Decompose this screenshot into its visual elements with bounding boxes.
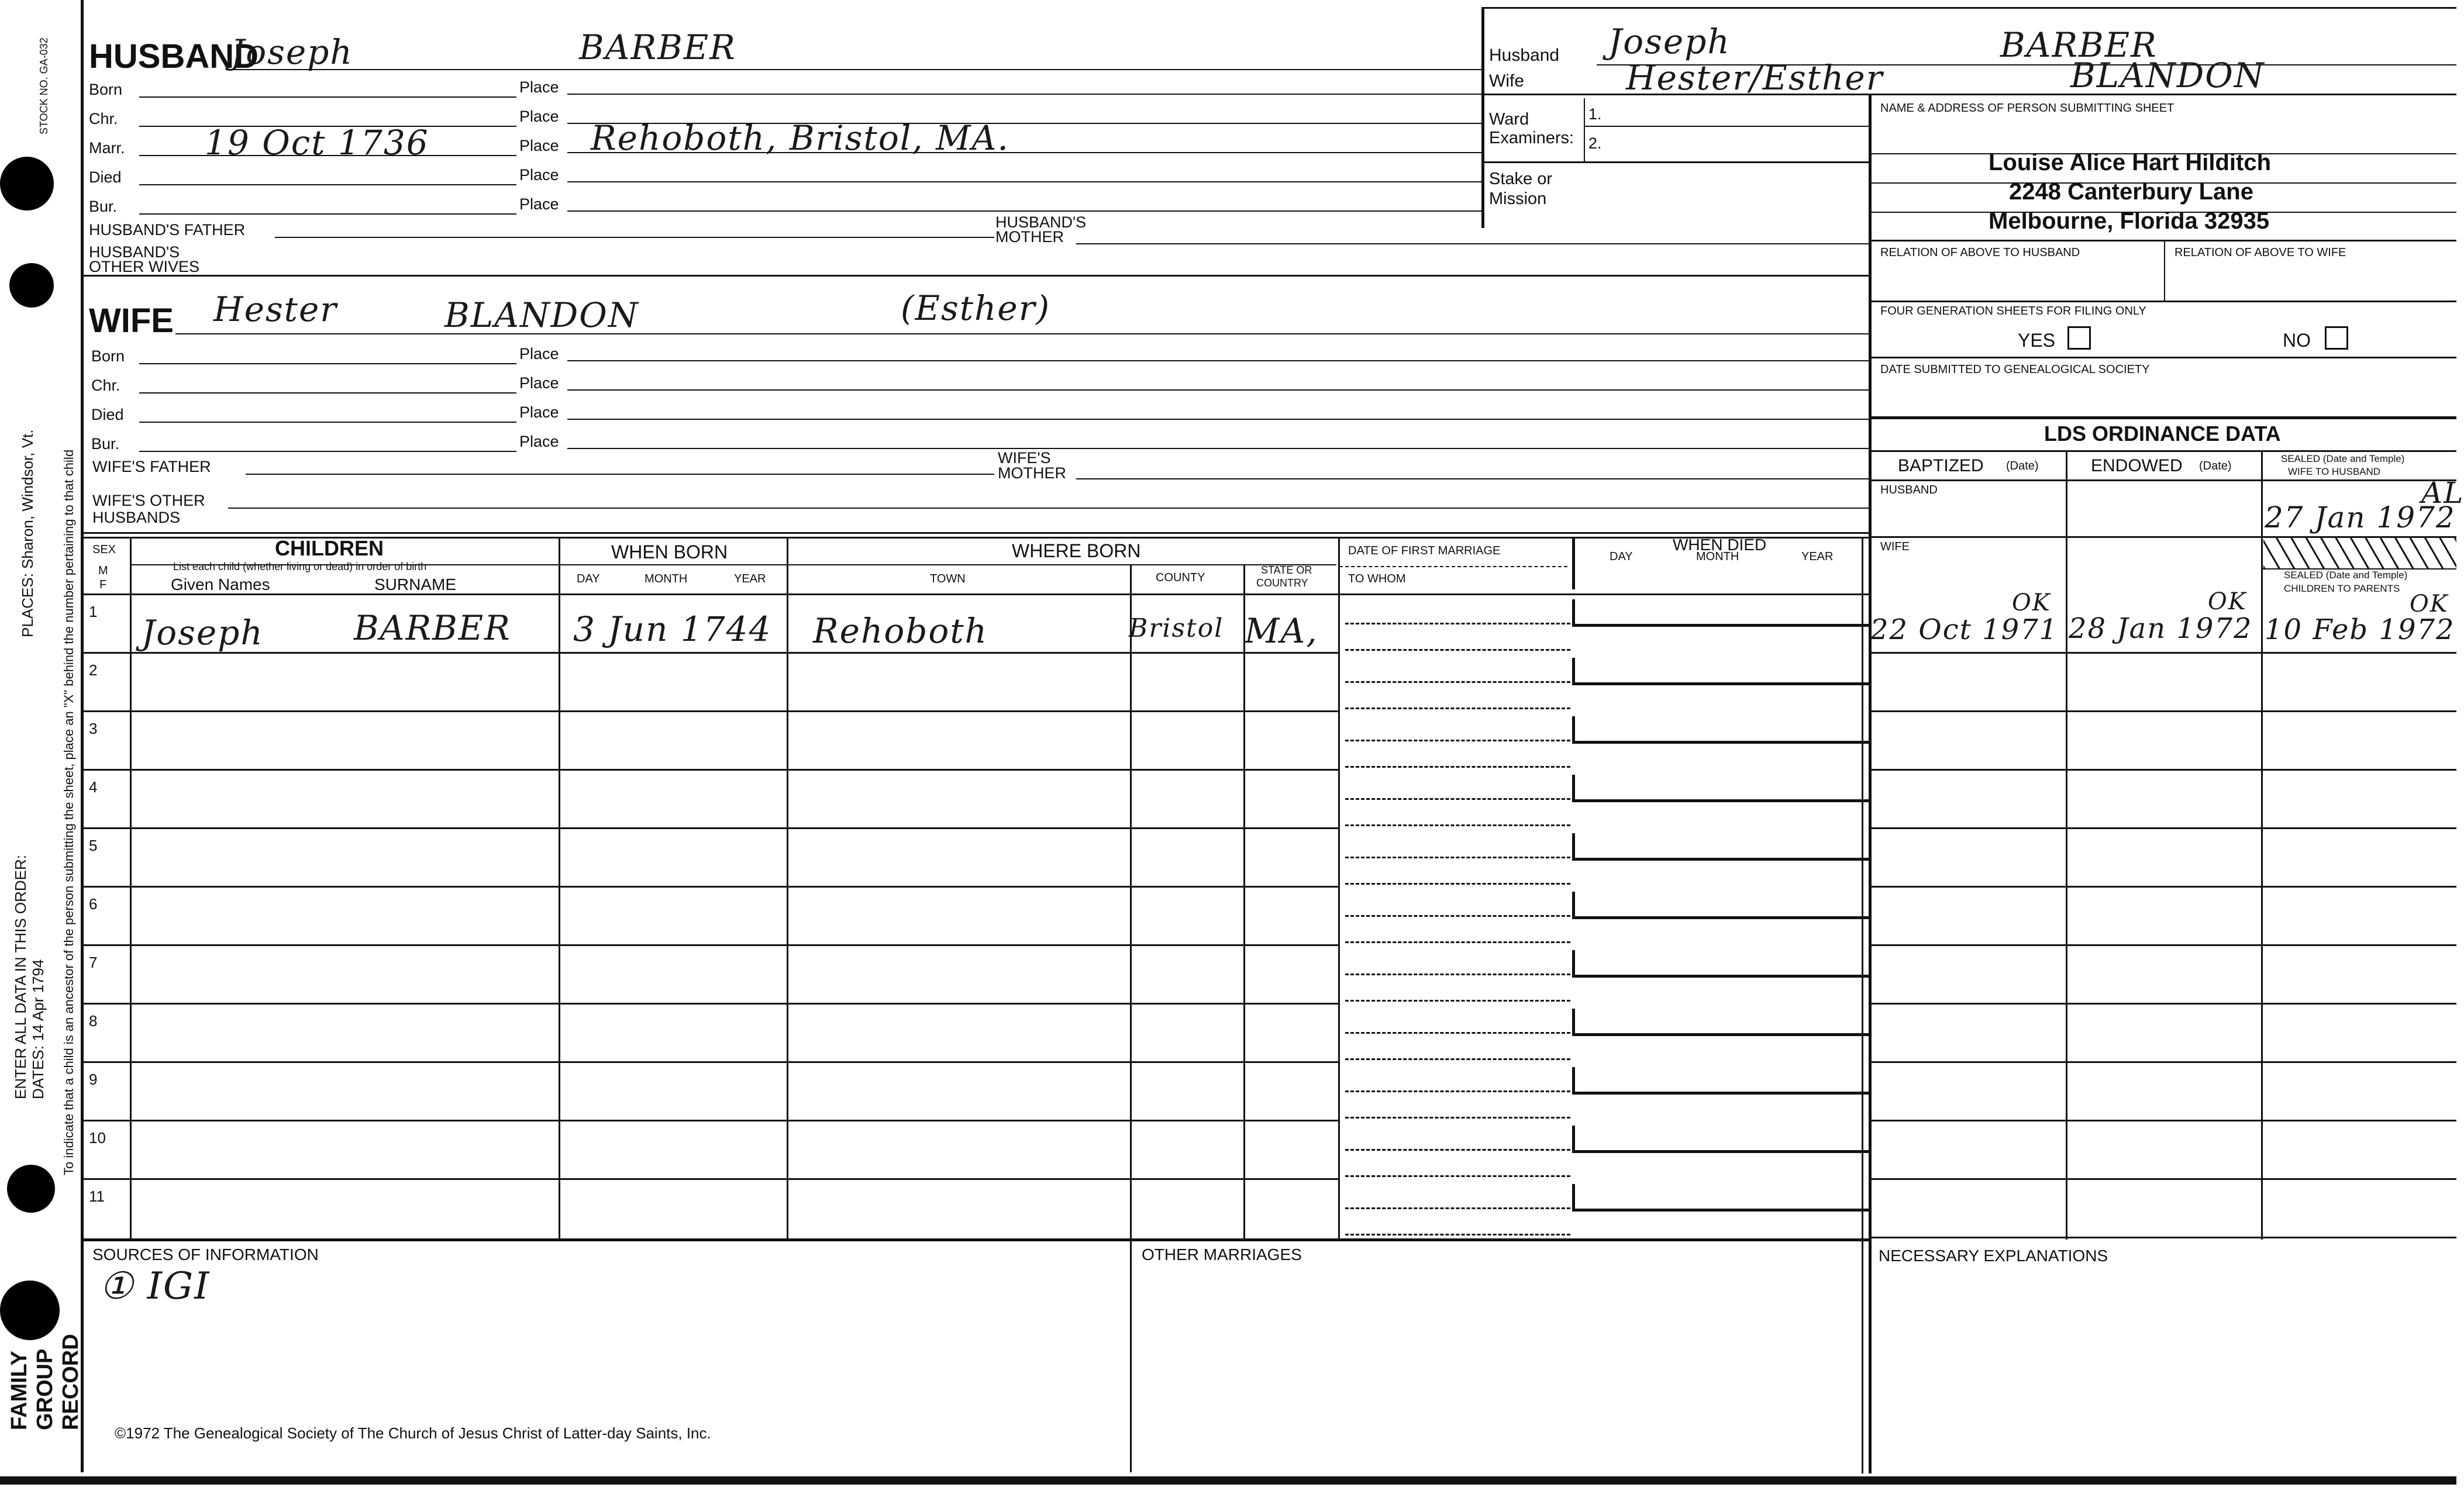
child-died-bracket [1572,1184,1575,1210]
wife-place-label: Place [519,403,559,421]
lds-sealed-wife-label-1: SEALED (Date and Temple) [2281,453,2405,464]
child-endowed[interactable]: 28 Jan 1972 [2069,612,2253,645]
child-town[interactable]: Rehoboth [813,611,988,651]
child-whom-dash [1345,649,1570,651]
form-title-group: GROUP [33,1348,57,1430]
form-title-family: FAMILY [7,1351,32,1430]
submitter-line-2 [1869,182,2456,184]
child-number: 7 [89,954,98,971]
child-whom-dash [1345,707,1570,709]
lds-child-row-line [1869,1003,2456,1005]
lds-sealed-children-label-2: CHILDREN TO PARENTS [2284,583,2400,594]
children-header-bottom [81,593,1869,595]
header-husband-given[interactable]: Joseph [1608,22,1731,61]
lds-sealed-children-label-1: SEALED (Date and Temple) [2284,570,2408,581]
state-label-1: STATE OR [1261,564,1312,576]
husband-section-bottom [81,275,1869,277]
four-gen-yes-label: YES [2018,330,2056,351]
places-instruction: PLACES: Sharon, Windsor, Vt. [19,429,36,637]
stake-label-1: Stake or [1489,170,1552,188]
form-left-border [81,0,84,1472]
child-marriage-dash [1345,1032,1570,1034]
header-wife-label: Wife [1489,71,1524,91]
enter-order-label: ENTER ALL DATA IN THIS ORDER: [12,854,29,1099]
copyright: ©1972 The Genealogical Society of The Church of Jesus Christ of Latter-day Saints, Inc. [115,1424,711,1442]
lds-wife-row-label: WIFE [1880,540,1910,553]
child-given-name[interactable]: Joseph [142,613,264,653]
sex-f-label: F [99,578,107,591]
wife-alternate-name[interactable]: (Esther) [901,288,1051,328]
child-number: 8 [89,1012,98,1030]
wife-event-label: Died [91,406,124,423]
husband-place-line [567,210,1481,212]
husband-place-label: Place [519,108,559,125]
child-row-line [81,827,1338,829]
wife-heading: WIFE [89,302,174,340]
other-marriages-label: OTHER MARRIAGES [1142,1245,1302,1264]
wife-name-line [175,333,1869,334]
wife-place-label: Place [519,433,559,450]
relation-husband-label: RELATION OF ABOVE TO HUSBAND [1880,246,2080,259]
ancestor-instruction: To indicate that a child is an ancestor of the person submitting the sheet, place an "X" behind the number pertaining to that child [61,449,76,1175]
child-died-bracket [1572,1126,1575,1152]
wife-place-label: Place [519,345,559,363]
child-number: 2 [89,661,98,679]
relation-wife-label: RELATION OF ABOVE TO WIFE [2174,246,2346,259]
wife-event-date-line [139,451,516,452]
husband-father-line [275,237,994,238]
child-died-bracket [1572,599,1575,626]
top-line-right [1481,7,2456,9]
header-wife-given[interactable]: Hester/Esther [1626,58,1884,98]
child-marriage-dash [1345,798,1570,800]
child-row-line [81,944,1338,946]
header-wife-line [1481,94,2456,95]
lds-title: LDS ORDINANCE DATA [2044,422,2281,446]
ward-label: Ward [1489,110,1529,129]
header-wife-surname[interactable]: BLANDON [2070,56,2265,95]
husband-mother-label-1: HUSBAND'S [995,213,1087,231]
child-whom-dash [1345,1058,1570,1060]
when-died-label: WHEN DIED [1673,536,1767,554]
child-died-bracket [1572,1067,1575,1093]
husband-place-label: Place [519,166,559,184]
child-died-line [1572,1092,1869,1095]
wife-place-line [567,448,1869,449]
lds-sealed-temple[interactable]: AL [2421,476,2464,510]
child-marriage-dash [1345,623,1570,624]
examiners-divider [1584,98,1585,161]
child-row-line [81,1120,1338,1121]
child-baptized-ok[interactable]: OK [2012,589,2051,616]
born-day-label: DAY [577,572,600,585]
lds-baptized-date-note: (Date) [2006,460,2039,472]
child-number: 10 [89,1129,106,1147]
husband-event-date-line [139,96,516,98]
sex-label: SEX [92,543,116,556]
lds-child-row-line [1869,1178,2456,1180]
four-gen-no-checkbox[interactable] [2325,326,2348,350]
binder-hole-3 [7,1165,55,1213]
submitter-street: 2248 Canterbury Lane [2009,179,2253,205]
husband-event-label: Bur. [89,198,118,215]
child-row-line [81,1061,1338,1063]
wife-father-label: WIFE'S FATHER [92,458,211,475]
children-label: CHILDREN [275,536,384,560]
child-whom-dash [1345,1234,1570,1235]
divider-husband-header [1481,7,1484,228]
col-where-born [787,537,788,1240]
child-died-bracket [1572,892,1575,918]
wife-place-line [567,360,1869,361]
state-label-2: COUNTRY [1256,577,1308,589]
child-row-line [81,1178,1338,1180]
lds-endowed-label: ENDOWED [2091,456,2183,475]
husband-event-date-line [139,184,516,185]
town-label: TOWN [930,572,966,585]
child-died-line [1572,741,1869,744]
lds-husband-row-label: HUSBAND [1880,484,1938,496]
lds-child-row-line [1869,1120,2456,1121]
stock-number: STOCK NO. GA-032 [38,37,50,134]
died-year-label: YEAR [1801,550,1834,563]
child-died-line [1572,1209,1869,1212]
submitter-city: Melbourne, Florida 32935 [1989,208,2270,234]
born-year-label: YEAR [734,572,766,585]
stake-label-2: Mission [1489,189,1547,208]
lds-child-row-line [1869,710,2456,712]
husband-other-wives-label-2: OTHER WIVES [89,258,200,275]
husband-event-label: Born [89,81,123,98]
husband-event-label: Marr. [89,139,125,157]
husband-surname[interactable]: BARBER [579,27,736,67]
lds-baptized-label: BAPTIZED [1898,456,1984,475]
submitter-name: Louise Alice Hart Hilditch [1989,150,2272,175]
husband-place-line [567,181,1481,182]
husband-event-label: Chr. [89,110,118,127]
sources-value[interactable]: ① IGI [99,1265,211,1308]
wife-mother-label-2: MOTHER [998,464,1066,482]
surname-label: SURNAME [374,575,457,593]
wife-mother-label-1: WIFE'S [998,449,1051,467]
col-state [1243,564,1245,1240]
child-died-line [1572,799,1869,802]
child-number: 3 [89,720,98,737]
wife-place-line [567,389,1869,391]
wife-other-husbands-label-2: HUSBANDS [92,509,181,526]
relation-divider [2164,240,2165,301]
wife-event-label: Born [91,347,125,365]
children-subheader-line [130,564,1336,565]
child-whom-dash [1345,1000,1570,1002]
sources-label: SOURCES OF INFORMATION [92,1245,319,1264]
child-number: 11 [89,1188,105,1205]
child-baptized[interactable]: 22 Oct 1971 [1870,613,2059,646]
binder-hole-2 [9,263,54,308]
husband-place-label: Place [519,137,559,154]
lds-hatched-box [2263,538,2456,568]
header-husband-surname[interactable]: BARBER [2000,25,2158,65]
submitter-line-3 [1869,212,2456,213]
child-died-bracket [1572,775,1575,801]
child-surname[interactable]: BARBER [354,608,511,648]
child-county[interactable]: Bristol [1129,613,1224,643]
child-died-line [1572,1033,1869,1036]
other-marriages-divider [1130,1238,1132,1472]
child-died-line [1572,975,1869,978]
child-number: 9 [89,1071,98,1088]
wife-place-label: Place [519,374,559,392]
lds-sealed-wife-date[interactable]: 27 Jan 1972 [2265,501,2456,534]
husband-mother-label-2: MOTHER [995,228,1064,246]
child-died-line [1572,1150,1869,1153]
husband-father-label: HUSBAND'S FATHER [89,221,246,239]
form-title-record: RECORD [58,1334,83,1430]
child-row-line [81,769,1338,771]
child-whom-dash [1345,941,1570,943]
col-when-born [559,537,560,1240]
lds-child-row-line [1869,827,2456,829]
child-marriage-dash [1345,740,1570,741]
lds-child-row-line [1869,769,2456,771]
child-died-bracket [1572,950,1575,976]
child-sealed[interactable]: 10 Feb 1972 [2265,613,2455,646]
wife-surname[interactable]: BLANDON [444,295,639,335]
col-when-died [1572,537,1575,589]
wife-event-label: Chr. [91,377,120,394]
child-marriage-dash [1345,974,1570,975]
ward-bottom-line [1481,161,1869,163]
lds-sealed-wife-label-2: WIFE TO HUSBAND [2288,466,2381,477]
wife-place-line [567,419,1869,420]
wife-event-label: Bur. [91,435,120,453]
child-marriage-dash [1345,1090,1570,1092]
where-born-label: WHERE BORN [1012,540,1141,561]
died-month-label: MONTH [1696,550,1739,563]
four-gen-label: FOUR GENERATION SHEETS FOR FILING ONLY [1880,305,2146,317]
lds-title-bottom [1869,450,2456,452]
lds-child-row-line [1869,944,2456,946]
four-gen-no-label: NO [2283,330,2311,351]
examiner-mid-line [1584,126,1869,127]
lds-endowed-date-note: (Date) [2199,460,2232,472]
relation-bottom [1869,301,2456,302]
child-whom-dash [1345,1175,1570,1177]
child-whom-dash [1345,883,1570,885]
children-list-note: List each child (whether living or dead) in order of birth [173,561,427,572]
dates-label: DATES: 14 Apr 1794 [29,959,47,1099]
child-marriage-dash [1345,857,1570,858]
child-died-bracket [1572,658,1575,684]
wife-event-date-line [139,363,516,364]
divider-right-column-inner [1862,538,1863,1473]
child-number: 6 [89,895,98,913]
husband-event-date-line [139,213,516,215]
born-month-label: MONTH [645,572,688,585]
when-born-label: WHEN BORN [611,541,728,562]
husband-place-line [567,94,1481,95]
child-whom-dash [1345,824,1570,826]
first-marriage-label: DATE OF FIRST MARRIAGE [1348,544,1501,557]
child-born-date[interactable]: 3 Jun 1744 [573,609,772,649]
col-county [1130,564,1132,1240]
explanations-label: NECESSARY EXPLANATIONS [1879,1247,2108,1265]
wife-section-bottom [81,532,1869,534]
lds-header-bottom [1869,479,2456,481]
husband-place-label: Place [519,195,559,213]
wife-other-husbands-label-1: WIFE'S OTHER [92,492,205,509]
date-submitted-label: DATE SUBMITTED TO GENEALOGICAL SOCIETY [1880,363,2150,376]
husband-mother-line [1076,243,1869,244]
wife-event-date-line [139,392,516,394]
child-state[interactable]: MA, [1245,611,1318,651]
binder-hole-1 [0,157,54,210]
child-died-line [1572,858,1869,861]
form-bottom-border [0,1476,2456,1485]
child-row-line [81,886,1338,888]
husband-other-wives-label-1: HUSBAND'S [89,243,180,261]
lds-child-row-line [1869,1237,2456,1238]
wife-mother-line [1076,478,1869,479]
died-day-label: DAY [1610,550,1633,563]
submitter-label: NAME & ADDRESS OF PERSON SUBMITTING SHEET [1880,102,2174,115]
child-died-bracket [1572,716,1575,743]
husband-heading: HUSBAND [89,37,259,75]
date-submitted-bottom [1869,416,2456,419]
husband-event-label: Died [89,168,122,186]
husband-name-line [228,69,1481,70]
lds-child-row-line [1869,1061,2456,1063]
col-sex [130,537,132,1240]
child-died-line [1572,682,1869,685]
child-sealed-ok[interactable]: OK [2410,591,2449,617]
child-marriage-dash [1345,915,1570,917]
first-marriage-header-dash [1339,566,1567,567]
husband-place-label: Place [519,78,559,96]
wife-given-name[interactable]: Hester [213,289,338,329]
lds-child-row-line [1869,652,2456,654]
child-number: 4 [89,778,98,796]
given-names-label: Given Names [171,575,270,593]
binder-hole-4 [0,1281,60,1340]
examiners-label: Examiners: [1489,129,1574,147]
child-row-line [81,652,1338,654]
examiner-2: 2. [1588,134,1602,152]
child-died-bracket [1572,833,1575,860]
four-gen-bottom [1869,357,2456,358]
child-number: 5 [89,837,98,854]
husband-given-name[interactable]: Joseph [231,32,353,72]
child-died-line [1572,624,1869,627]
husband-event-date[interactable]: 19 Oct 1736 [205,123,429,163]
husband-event-place[interactable]: Rehoboth, Bristol, MA. [591,118,1009,158]
submitter-bottom [1869,240,2456,241]
child-died-bracket [1572,1009,1575,1035]
col-first-marriage [1338,537,1340,1240]
child-row-line [81,1003,1338,1005]
child-marriage-dash [1345,1149,1570,1151]
sex-m-label: M [98,564,108,577]
child-row-line [81,710,1338,712]
child-whom-dash [1345,766,1570,768]
submitter-line-1 [1869,153,2456,154]
child-number: 1 [89,603,98,620]
header-husband-label: Husband [1489,46,1560,65]
wife-other-husbands-line [228,508,1869,509]
child-marriage-dash [1345,1207,1570,1209]
child-whom-dash [1345,1117,1570,1119]
child-marriage-dash [1345,681,1570,683]
child-died-line [1572,916,1869,919]
child-endowed-ok[interactable]: OK [2208,588,2247,615]
wife-event-date-line [139,422,516,423]
four-gen-yes-checkbox[interactable] [2067,326,2091,350]
to-whom-label: TO WHOM [1348,572,1406,585]
county-label: COUNTY [1156,571,1205,584]
examiner-1: 1. [1588,105,1602,123]
lds-child-row-line [1869,886,2456,888]
children-table-bottom [81,1238,1869,1241]
wife-father-line [246,474,994,475]
